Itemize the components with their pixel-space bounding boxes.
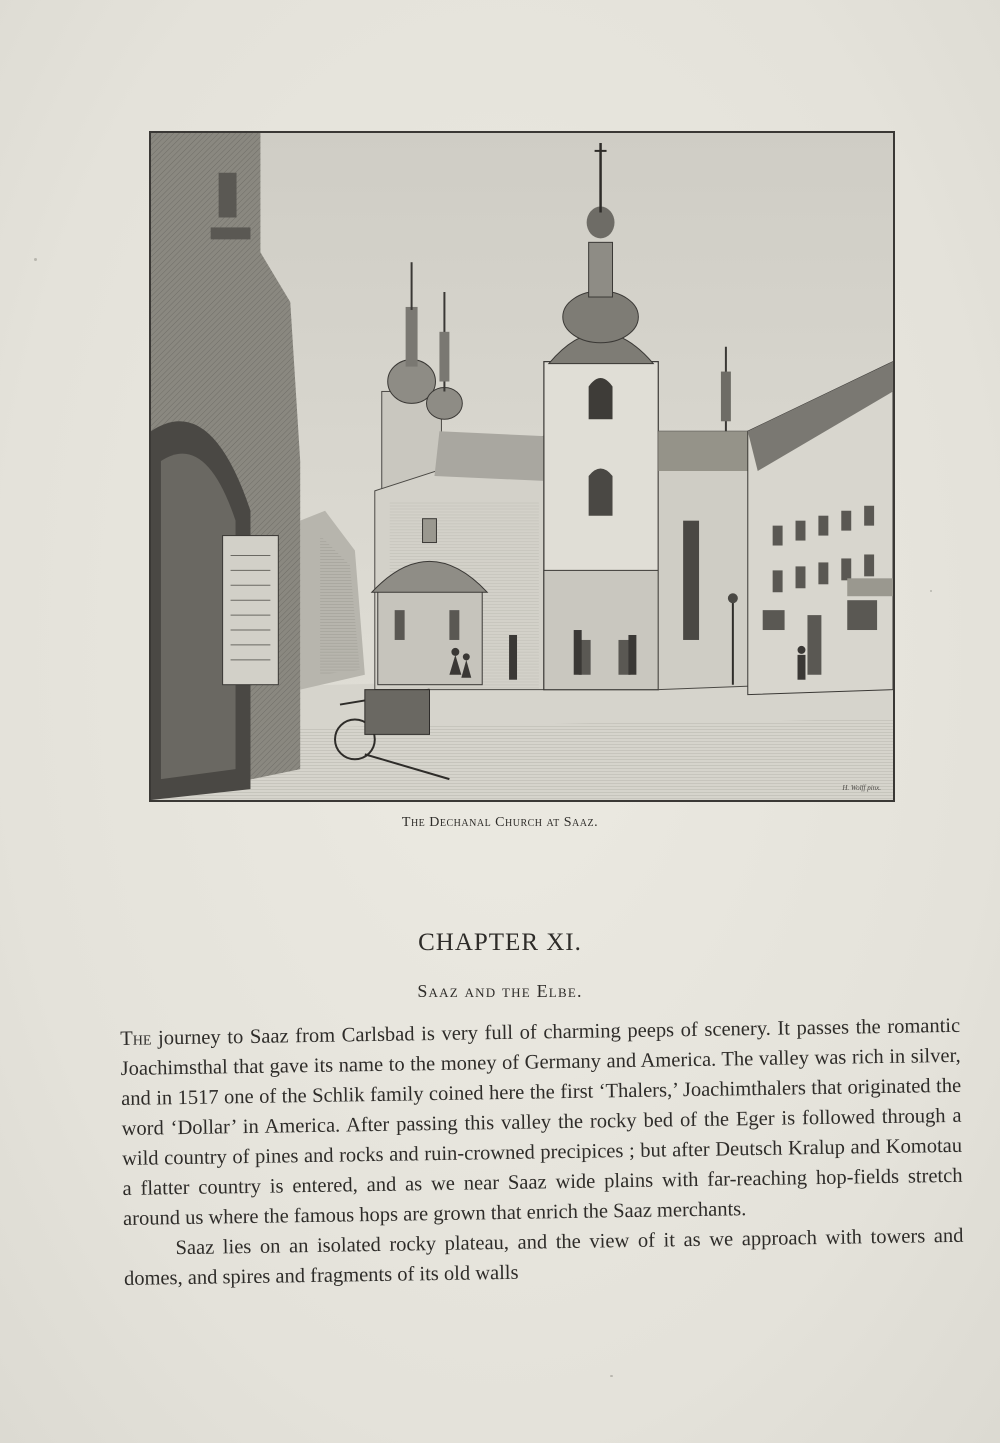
paragraph-lead-word: The [120, 1027, 152, 1050]
paragraph [120, 1011, 963, 1234]
paragraph: Saaz lies on an isolated rocky plateau, and the view of it as we approach with towers and domes, and spires and fragments of its old walls [123, 1224, 964, 1290]
paper-speck [34, 258, 37, 261]
chapter-title: Saaz and the Elbe. [417, 981, 583, 1001]
paper-speck [930, 590, 932, 592]
paragraph-text: journey to Saaz from Carlsbad is very full of charming peeps of scenery. It passes the romantic Joachimsthal that gave its name to the money of Germany and America. The valley was rich in silver, and in 1517 one of the Schlik family coined here the first ‘Thalers,’ Joachimthalers that originated the word ‘Dollar’ in America. After passing this valley the rocky bed of the Eger is followed through a wild country of pines and rocks and ruin-crowned precipices ; but after Deutsch Kralup and Komotau a flatter country is entered, and as we near Saaz wide plains with far-reaching hop-fields stretch around us where the famous hops are grown that enrich the Saaz merchants. [120, 1014, 963, 1230]
paper-speck [610, 1375, 613, 1377]
artist-signature: H. Wolff pinx. [842, 784, 881, 792]
chapter-heading: CHAPTER XI. [418, 929, 582, 956]
church-illustration [149, 131, 895, 802]
body-text [120, 1011, 964, 1294]
church-engraving-image [151, 133, 893, 800]
figure-caption: The Dechanal Church at Saaz. [401, 815, 599, 830]
